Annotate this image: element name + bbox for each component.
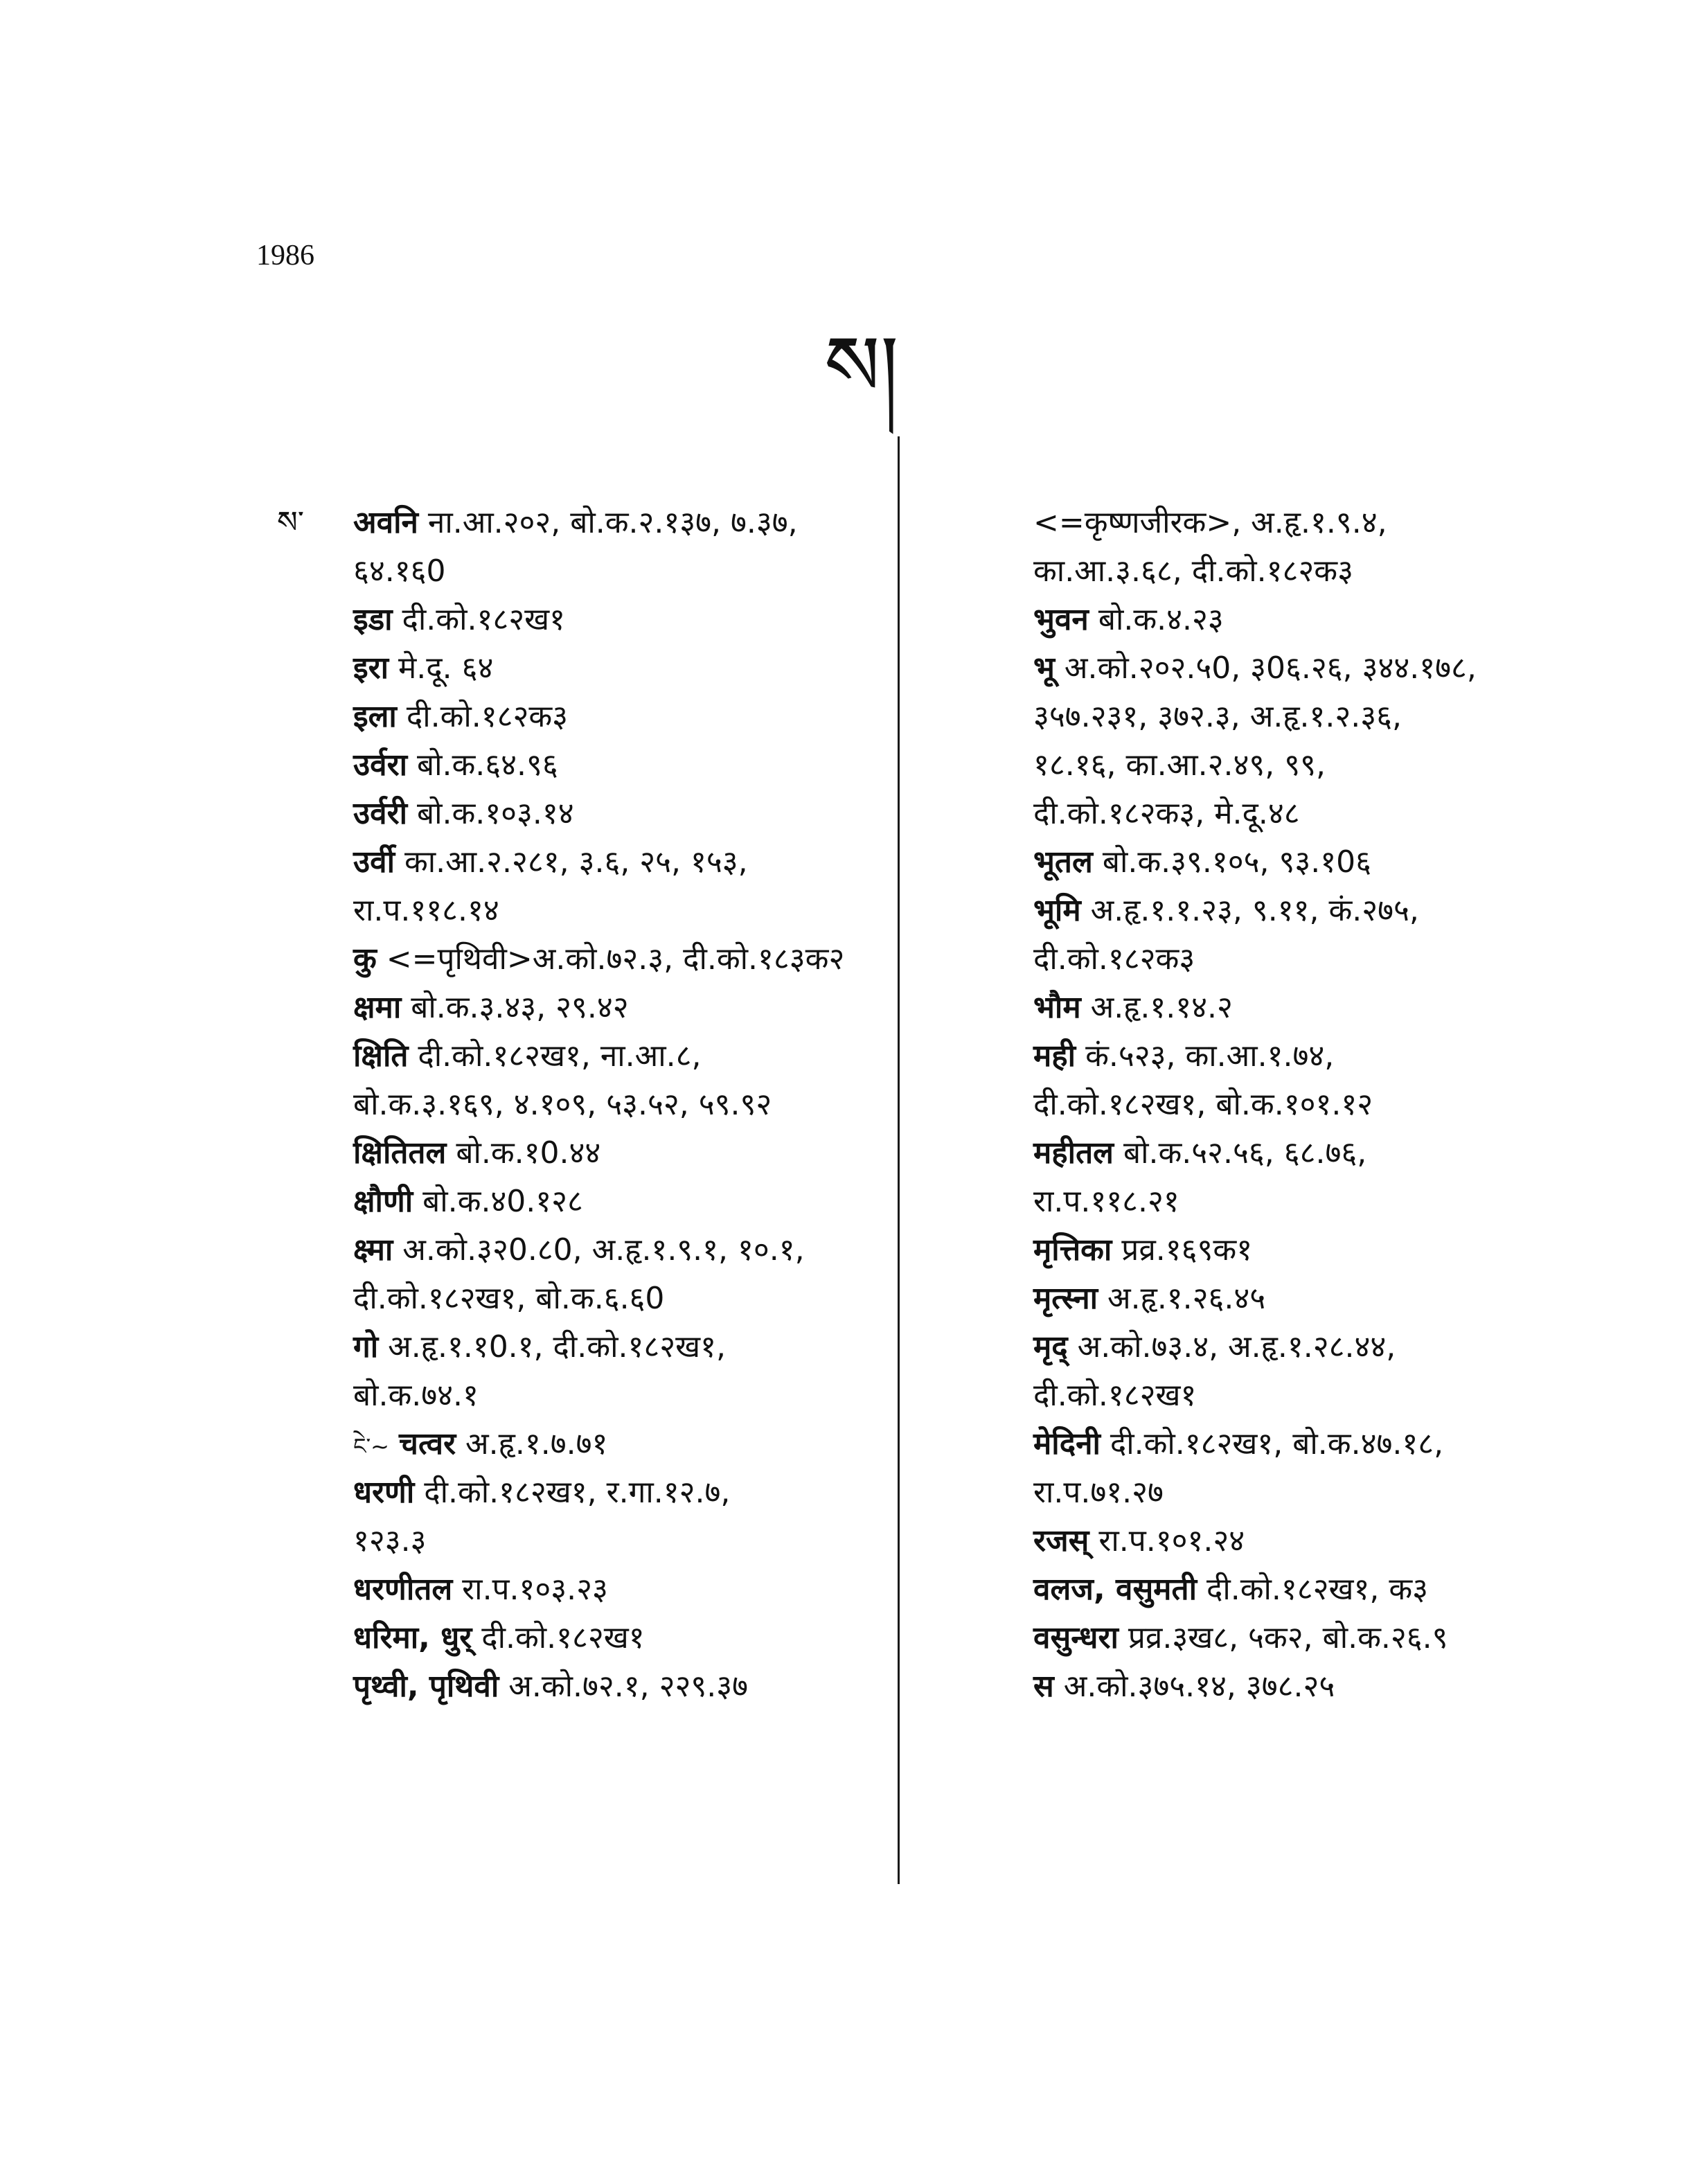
entry-line: [277, 1226, 887, 1275]
entry-references: दी.को.१८२ख१, क३: [1196, 1572, 1429, 1607]
entry-line: [957, 1614, 1650, 1662]
entry-headword: क्षमा: [353, 990, 402, 1025]
entry-headword: उर्वी: [353, 844, 395, 880]
entry-headword: मृत्तिका: [1033, 1232, 1112, 1268]
entry-line: [277, 741, 887, 790]
entry-headword: स: [1033, 1669, 1054, 1704]
entry-line: [277, 1468, 887, 1517]
entry-line: [957, 1565, 1650, 1614]
entry-references: दी.को.१८२ख१, र.गा.१२.७,: [414, 1475, 731, 1510]
entry-line: [957, 693, 1650, 741]
entry-line: [277, 1275, 887, 1323]
entry-line: [957, 596, 1650, 644]
entry-headword: भूतल: [1033, 844, 1093, 880]
entry-references: रा.प.१०३.२३: [452, 1572, 608, 1607]
entry-references: दी.को.१८२क३, मे.दू.४८: [1033, 796, 1300, 831]
entry-line: [277, 644, 887, 693]
entry-headword: धरणी: [353, 1475, 415, 1510]
tibetan-marker: ས་: [277, 505, 304, 540]
entry-references: अ.को.७३.४, अ.हृ.१.२८.४४,: [1067, 1329, 1396, 1365]
entry-references: प्रव्र.१६९क१: [1112, 1232, 1253, 1268]
entry-references: रा.प.७१.२७: [1033, 1475, 1164, 1510]
entry-references: मे.दू. ६४: [389, 650, 494, 686]
entry-references: बो.क.४0.१२८: [413, 1184, 583, 1219]
entry-references: ६४.१६0: [353, 553, 446, 589]
entry-line: [957, 741, 1650, 790]
entry-headword: इला: [353, 699, 397, 734]
entry-line: [277, 499, 887, 547]
entry-references: <=कृष्णजीरक>, अ.हृ.१.९.४,: [1033, 505, 1387, 540]
entry-line: [277, 1565, 887, 1614]
entry-line: [277, 838, 887, 887]
entry-references: दी.को.१८२क३: [1033, 941, 1195, 977]
entry-line: [957, 547, 1650, 596]
page-number: 1986: [256, 240, 314, 272]
entry-line: [957, 1371, 1650, 1420]
left-column: [277, 499, 887, 1711]
entry-headword: मृत्स्ना: [1033, 1281, 1098, 1316]
entry-references: अ.को.३७५.१४, ३७८.२५: [1053, 1669, 1335, 1704]
entry-line: [277, 693, 887, 741]
entry-references: बो.क.३.१६९, ४.१०९, ५३.५२, ५९.९२: [353, 1087, 772, 1122]
entry-line: [957, 1275, 1650, 1323]
entry-headword: क्षिति: [353, 1038, 409, 1074]
entry-references: प्रव्र.३ख८, ५क२, बो.क.२६.९: [1118, 1620, 1448, 1655]
entry-line: [277, 1032, 887, 1081]
entry-references: दी.को.१८२ख१: [1033, 1378, 1197, 1413]
entry-line: [277, 1420, 887, 1468]
entry-line: [957, 1517, 1650, 1565]
entry-references: का.आ.२.२८१, ३.६, २५, १५३,: [394, 844, 748, 880]
entry-references: अ.हृ.१.१0.१, दी.को.१८२ख१,: [378, 1329, 726, 1365]
entry-references: अ.हृ.१.२६.४५: [1098, 1281, 1266, 1316]
entry-headword: भौम: [1033, 990, 1081, 1025]
entry-line: [957, 1032, 1650, 1081]
entry-references: रा.प.११८.२१: [1033, 1184, 1179, 1219]
entry-line: [957, 1323, 1650, 1371]
entry-references: अ.हृ.१.१४.२: [1080, 990, 1233, 1025]
entry-references: कं.५२३, का.आ.१.७४,: [1076, 1038, 1335, 1074]
column-divider: [898, 436, 900, 1884]
entry-headword: गो: [353, 1329, 379, 1365]
entry-references: दी.को.१८२ख१, ना.आ.८,: [408, 1038, 702, 1074]
entry-line: [957, 1662, 1650, 1711]
entry-headword: पृथ्वी, पृथिवी: [353, 1669, 499, 1704]
entry-references: बो.क.७४.१: [353, 1378, 479, 1413]
entry-references: बो.क.३.४३, २९.४२: [401, 990, 629, 1025]
entry-references: रा.प.१०१.२४: [1089, 1523, 1245, 1559]
entry-headword: वसुन्धरा: [1033, 1620, 1119, 1655]
entry-line: [277, 935, 887, 984]
entry-line: [277, 1614, 887, 1662]
entry-line: [277, 547, 887, 596]
entry-references: बो.क.३९.१०५, ९३.१0६: [1092, 844, 1371, 880]
entry-references: ३५७.२३१, ३७२.३, अ.हृ.१.२.३६,: [1033, 699, 1402, 734]
entry-headword: क्षितितल: [353, 1135, 447, 1171]
entry-references: १२३.३: [353, 1523, 427, 1559]
entry-references: दी.को.१८२क३: [396, 699, 569, 734]
entry-references: अ.को.२०२.५0, ३0६.२६, ३४४.१७८,: [1054, 650, 1477, 686]
entry-headword: क्षौणी: [353, 1184, 413, 1219]
entry-references: १८.१६, का.आ.२.४९, ९९,: [1033, 747, 1326, 783]
entry-line: [957, 1081, 1650, 1129]
entry-references: दी.को.१८२ख१, बो.क.१०१.१२: [1033, 1087, 1373, 1122]
entry-references: बो.क.१0.४४: [446, 1135, 601, 1171]
entry-references: अ.को.७२.१, २२९.३७: [499, 1669, 748, 1704]
entry-line: [277, 1129, 887, 1178]
entry-headword: क्ष्मा: [353, 1232, 393, 1268]
entry-line: [957, 1468, 1650, 1517]
entry-line: [277, 790, 887, 838]
entry-line: [957, 790, 1650, 838]
entry-line: [277, 1517, 887, 1565]
section-heading: ས།: [824, 319, 899, 415]
entry-line: [957, 838, 1650, 887]
entry-references: दी.को.१८२ख१: [392, 602, 565, 637]
entry-headword: धरिमा, धुर्: [353, 1620, 472, 1655]
entry-line: [277, 1178, 887, 1226]
entry-line: [957, 1226, 1650, 1275]
entry-line: [957, 984, 1650, 1032]
entry-references: बो.क.१०३.१४: [407, 796, 574, 831]
entry-line: [957, 935, 1650, 984]
entry-headword: मृद्: [1033, 1329, 1068, 1365]
entry-line: [277, 1323, 887, 1371]
entry-references: का.आ.३.६८, दी.को.१८२क३: [1033, 553, 1353, 589]
entry-headword: भूमि: [1033, 893, 1081, 928]
entry-line: [957, 1178, 1650, 1226]
entry-references: अ.हृ.१.१.२३, ९.११, कं.२७५,: [1080, 893, 1419, 928]
entry-references: बो.क.४.२३: [1088, 602, 1224, 637]
entry-headword: भुवन: [1033, 602, 1089, 637]
entry-headword: इरा: [353, 650, 389, 686]
entry-line: [957, 1129, 1650, 1178]
entry-line: [277, 1371, 887, 1420]
entry-headword: मही: [1033, 1038, 1076, 1074]
entry-line: [957, 1420, 1650, 1468]
right-column: [957, 499, 1650, 1711]
entry-references: बो.क.५२.५६, ६८.७६,: [1113, 1135, 1367, 1171]
entry-line: [957, 644, 1650, 693]
entry-line: [277, 1662, 887, 1711]
entry-references: <=पृथिवी>अ.को.७२.३, दी.को.१८३क२: [376, 941, 845, 977]
entry-line: [957, 887, 1650, 935]
entry-references: अ.हृ.१.७.७१: [456, 1426, 608, 1462]
entry-line: [957, 499, 1650, 547]
entry-headword: इडा: [353, 602, 393, 637]
entry-headword: उर्वरा: [353, 747, 407, 783]
entry-references: दी.को.१८२ख१, बो.क.६.६0: [353, 1281, 665, 1316]
entry-references: रा.प.११८.१४: [353, 893, 499, 928]
entry-references: दी.को.१८२ख१, बो.क.४७.१८,: [1100, 1426, 1444, 1462]
tibetan-submarker: ངེ་~: [353, 1433, 389, 1459]
entry-headword: अवनि: [353, 505, 418, 540]
entry-headword: वलज, वसुमती: [1033, 1572, 1197, 1607]
entry-line: [277, 984, 887, 1032]
entry-references: ना.आ.२०२, बो.क.२.१३७, ७.३७,: [418, 505, 798, 540]
entry-headword: कु: [353, 941, 377, 977]
entry-references: दी.को.१८२ख१: [472, 1620, 645, 1655]
entry-references: अ.को.३२0.८0, अ.हृ.१.९.१, १०.१,: [393, 1232, 805, 1268]
entry-line: [277, 1081, 887, 1129]
entry-headword: महीतल: [1033, 1135, 1114, 1171]
entry-headword: धरणीतल: [353, 1572, 453, 1607]
entry-headword: रजस्: [1033, 1523, 1089, 1559]
entry-headword: चत्वर: [399, 1426, 456, 1462]
entry-line: [277, 596, 887, 644]
entry-headword: उर्वरी: [353, 796, 407, 831]
entry-headword: भू: [1033, 650, 1055, 686]
entry-line: [277, 887, 887, 935]
entry-headword: मेदिनी: [1033, 1426, 1101, 1462]
entry-references: बो.क.६४.९६: [407, 747, 558, 783]
